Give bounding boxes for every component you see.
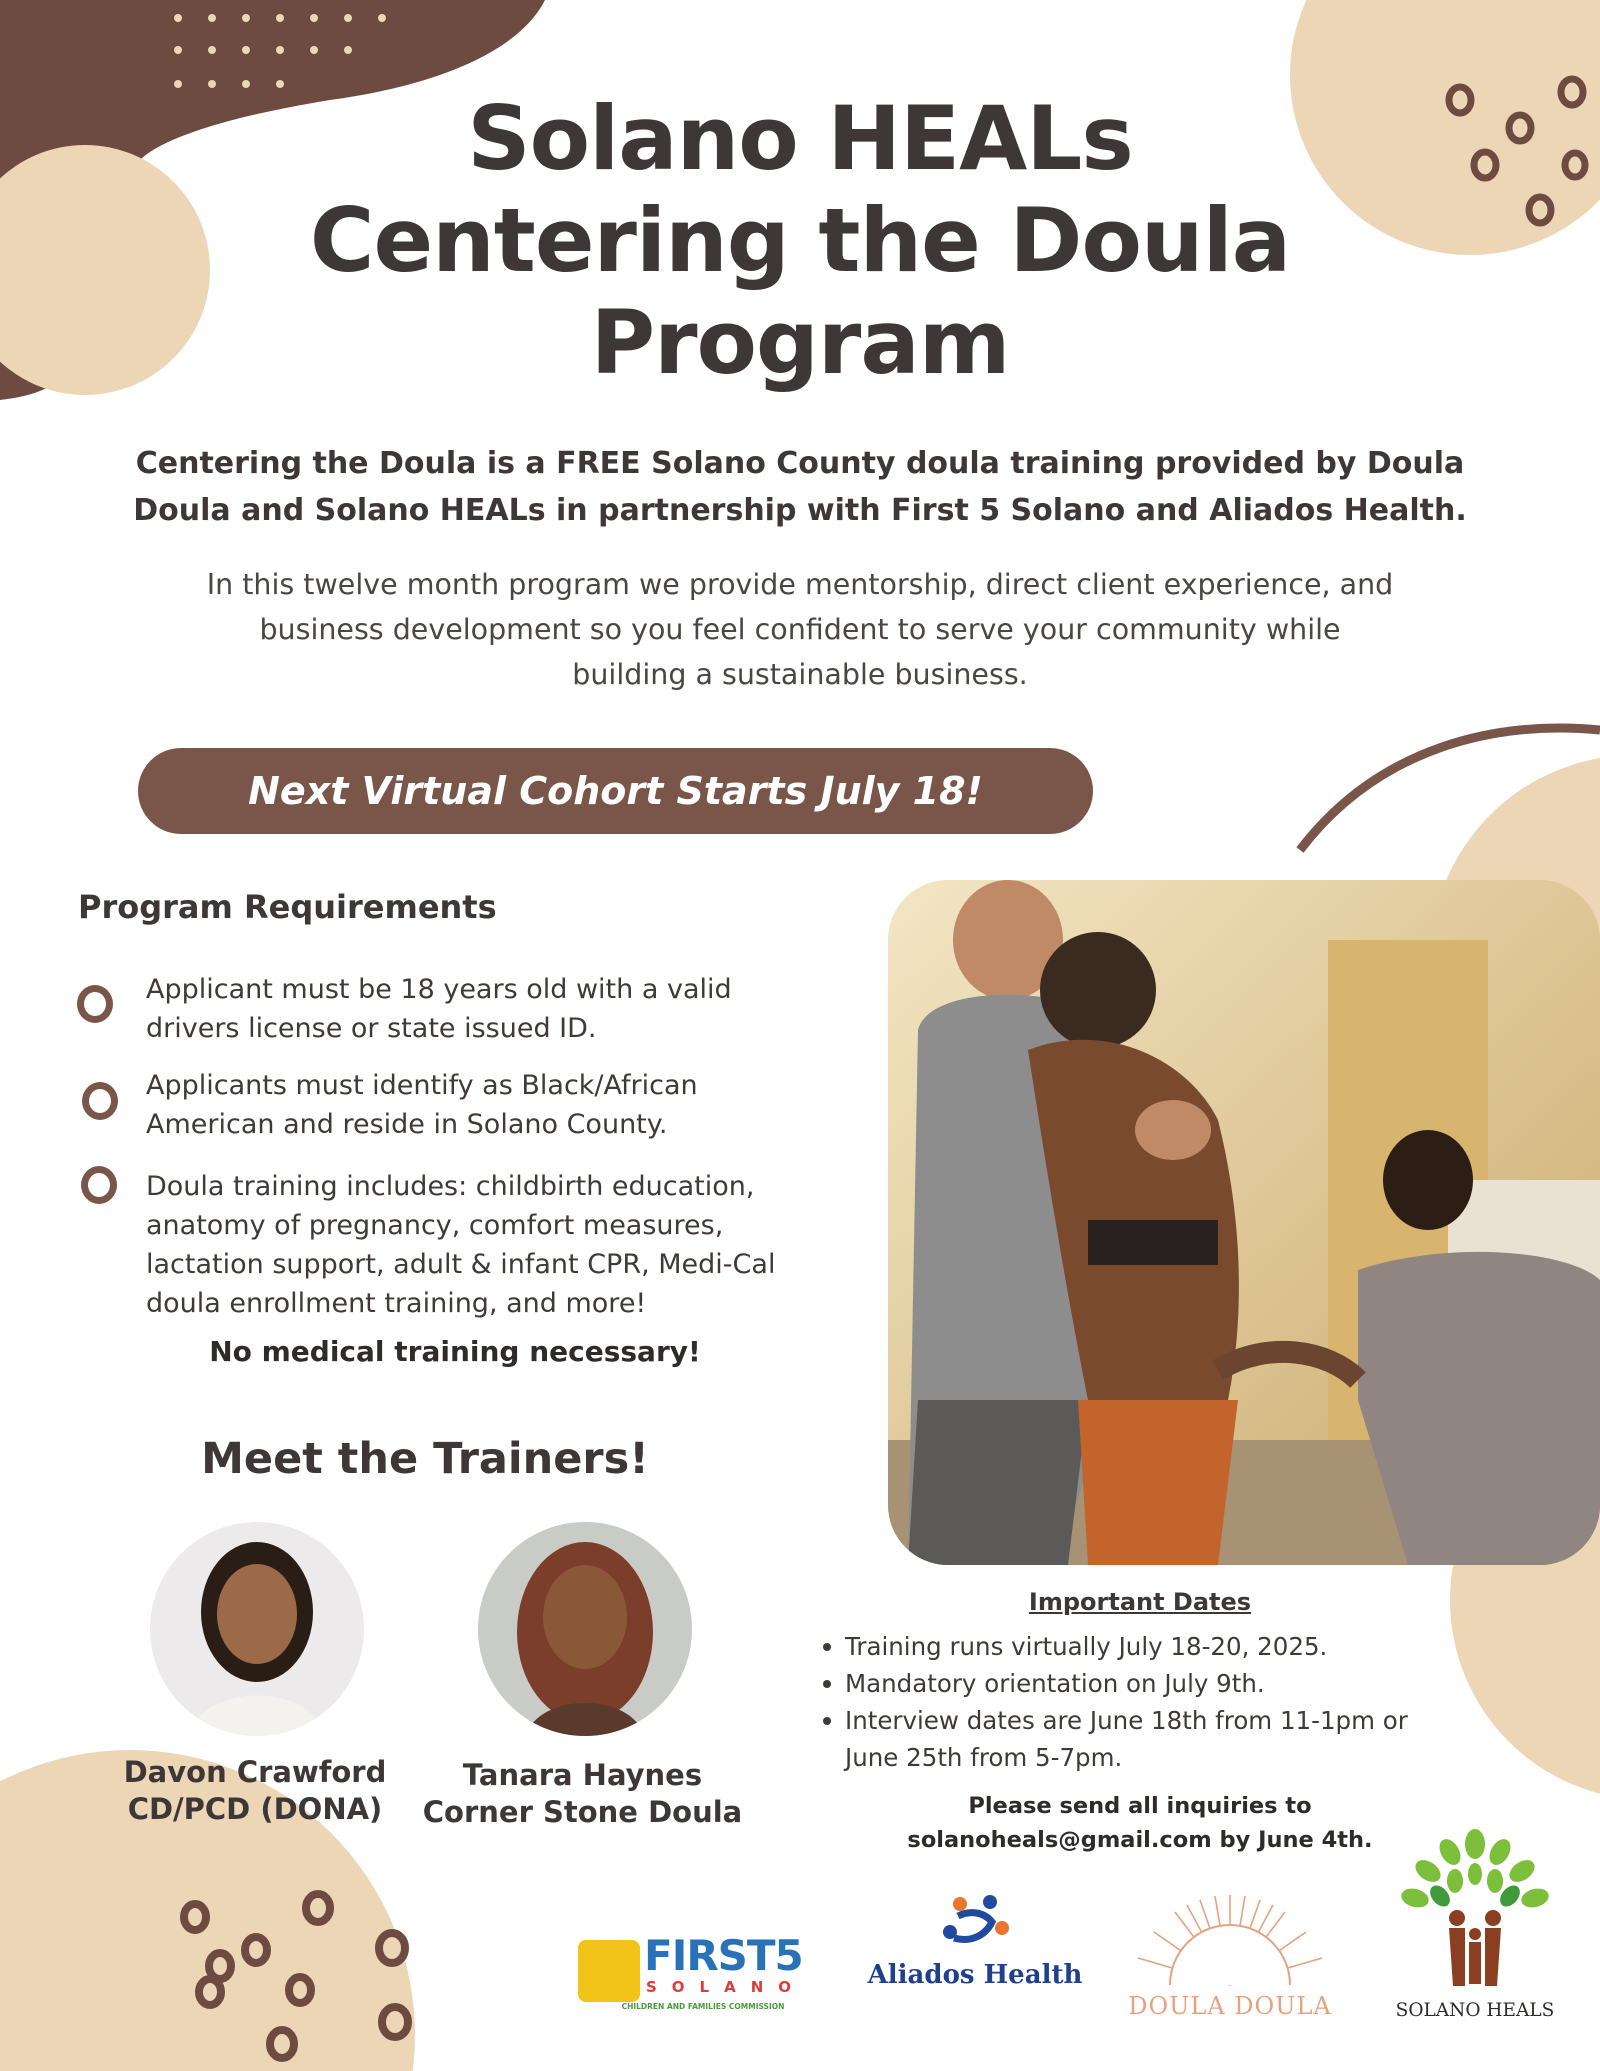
meet-trainers-title: Meet the Trainers! — [201, 1434, 649, 1484]
trainer-photo-tanara — [478, 1522, 692, 1736]
date-item — [820, 1628, 1460, 1665]
intro-bold-line-2: Doula and Solano HEALs in partnership with First 5 Solano and Aliados Health. — [133, 493, 1467, 528]
trainer-photo-davon — [150, 1522, 364, 1736]
requirement-3-line-2: anatomy of pregnancy, comfort measures, — [146, 1210, 724, 1241]
requirements-title: Program Requirements — [78, 888, 497, 926]
date-item — [820, 1665, 1460, 1702]
requirement-item-2 — [146, 1066, 886, 1144]
requirement-3-line-3: lactation support, adult & infant CPR, Medi-Cal — [146, 1249, 776, 1280]
first5-wordmark: FIRST5 — [644, 1931, 803, 1980]
first5-tagline: CHILDREN AND FAMILIES COMMISSION — [621, 2002, 785, 2011]
ring-bullet-icon — [82, 1082, 118, 1120]
hand-icon — [578, 1940, 640, 2002]
intro-reg-line-2: business development so you feel confident to serve your community while — [259, 613, 1341, 646]
inquiry-note — [840, 1789, 1440, 1857]
bullet-dot-icon — [823, 1680, 831, 1688]
bullet-dot-icon — [823, 1717, 831, 1725]
inquiry-line-1: Please send all inquiries to — [968, 1793, 1312, 1819]
intro-reg-line-1: In this twelve month program we provide mentorship, direct client experience, and — [206, 568, 1394, 601]
requirement-1-line-1: Applicant must be 18 years old with a valid — [146, 974, 732, 1005]
requirement-item-3 — [146, 1167, 886, 1323]
trainer-davon — [70, 1754, 440, 1828]
no-medical-training-note: No medical training necessary! — [209, 1335, 701, 1368]
solano-heals-logo — [1375, 1826, 1575, 2026]
title-line-1: Solano HEALs — [467, 87, 1133, 190]
requirement-2-line-2: American and reside in Solano County. — [146, 1109, 668, 1140]
solano-heals-wordmark: SOLANO HEALS — [1395, 2000, 1555, 2021]
intro-bold-paragraph — [60, 440, 1540, 534]
date-item-continuation — [820, 1739, 1460, 1776]
aliados-people-icon — [940, 1892, 1010, 1954]
date-item — [820, 1702, 1460, 1739]
important-dates-list — [820, 1628, 1460, 1776]
ring-bullet-icon — [77, 985, 113, 1023]
trainer-tanara — [400, 1757, 765, 1831]
date-item-text: Training runs virtually July 18-20, 2025. — [845, 1632, 1328, 1661]
title-line-2: Centering the Doula — [309, 189, 1291, 292]
cohort-banner: Next Virtual Cohort Starts July 18! — [138, 748, 1093, 834]
doula-support-photo — [888, 880, 1600, 1565]
important-dates-title: Important Dates — [1028, 1588, 1252, 1616]
aliados-wordmark: Aliados Health — [867, 1960, 1083, 1990]
requirement-item-1 — [146, 970, 886, 1048]
bullet-dot-icon — [823, 1643, 831, 1651]
tree-family-icon — [1395, 1826, 1555, 1988]
ring-bullet-icon — [81, 1166, 117, 1204]
first5-solano-wordmark: SOLANO — [646, 1978, 807, 1996]
requirement-1-line-2: drivers license or state issued ID. — [146, 1013, 597, 1044]
title-line-3: Program — [590, 291, 1010, 394]
doula-doula-logo — [1110, 1890, 1350, 2030]
date-item-text: June 25th from 5-7pm. — [845, 1743, 1123, 1772]
inquiry-email: solanoheals@gmail.com by June 4th. — [907, 1827, 1373, 1853]
date-item-text: Mandatory orientation on July 9th. — [845, 1669, 1265, 1698]
intro-regular-paragraph — [90, 562, 1510, 697]
trainer-tanara-name: Tanara Haynes — [462, 1758, 703, 1792]
requirement-2-line-1: Applicants must identify as Black/African — [146, 1070, 698, 1101]
trainer-tanara-credential: Corner Stone Doula — [422, 1795, 743, 1829]
trainer-davon-name: Davon Crawford — [123, 1755, 387, 1789]
trainer-davon-credential: CD/PCD (DONA) — [127, 1792, 383, 1826]
requirement-3-line-1: Doula training includes: childbirth education, — [146, 1171, 755, 1202]
requirement-3-line-4: doula enrollment training, and more! — [146, 1288, 647, 1319]
sunburst-icon — [1130, 1890, 1330, 1990]
date-item-text: Interview dates are June 18th from 11-1pm or — [845, 1706, 1408, 1735]
doula-doula-wordmark: DOULA DOULA — [1128, 1992, 1332, 2020]
intro-bold-line-1: Centering the Doula is a FREE Solano County doula training provided by Doula — [135, 446, 1465, 481]
intro-reg-line-3: building a sustainable business. — [572, 658, 1028, 691]
page-title — [0, 88, 1600, 394]
aliados-health-logo — [860, 1892, 1090, 2012]
first5-solano-logo — [578, 1931, 828, 2018]
